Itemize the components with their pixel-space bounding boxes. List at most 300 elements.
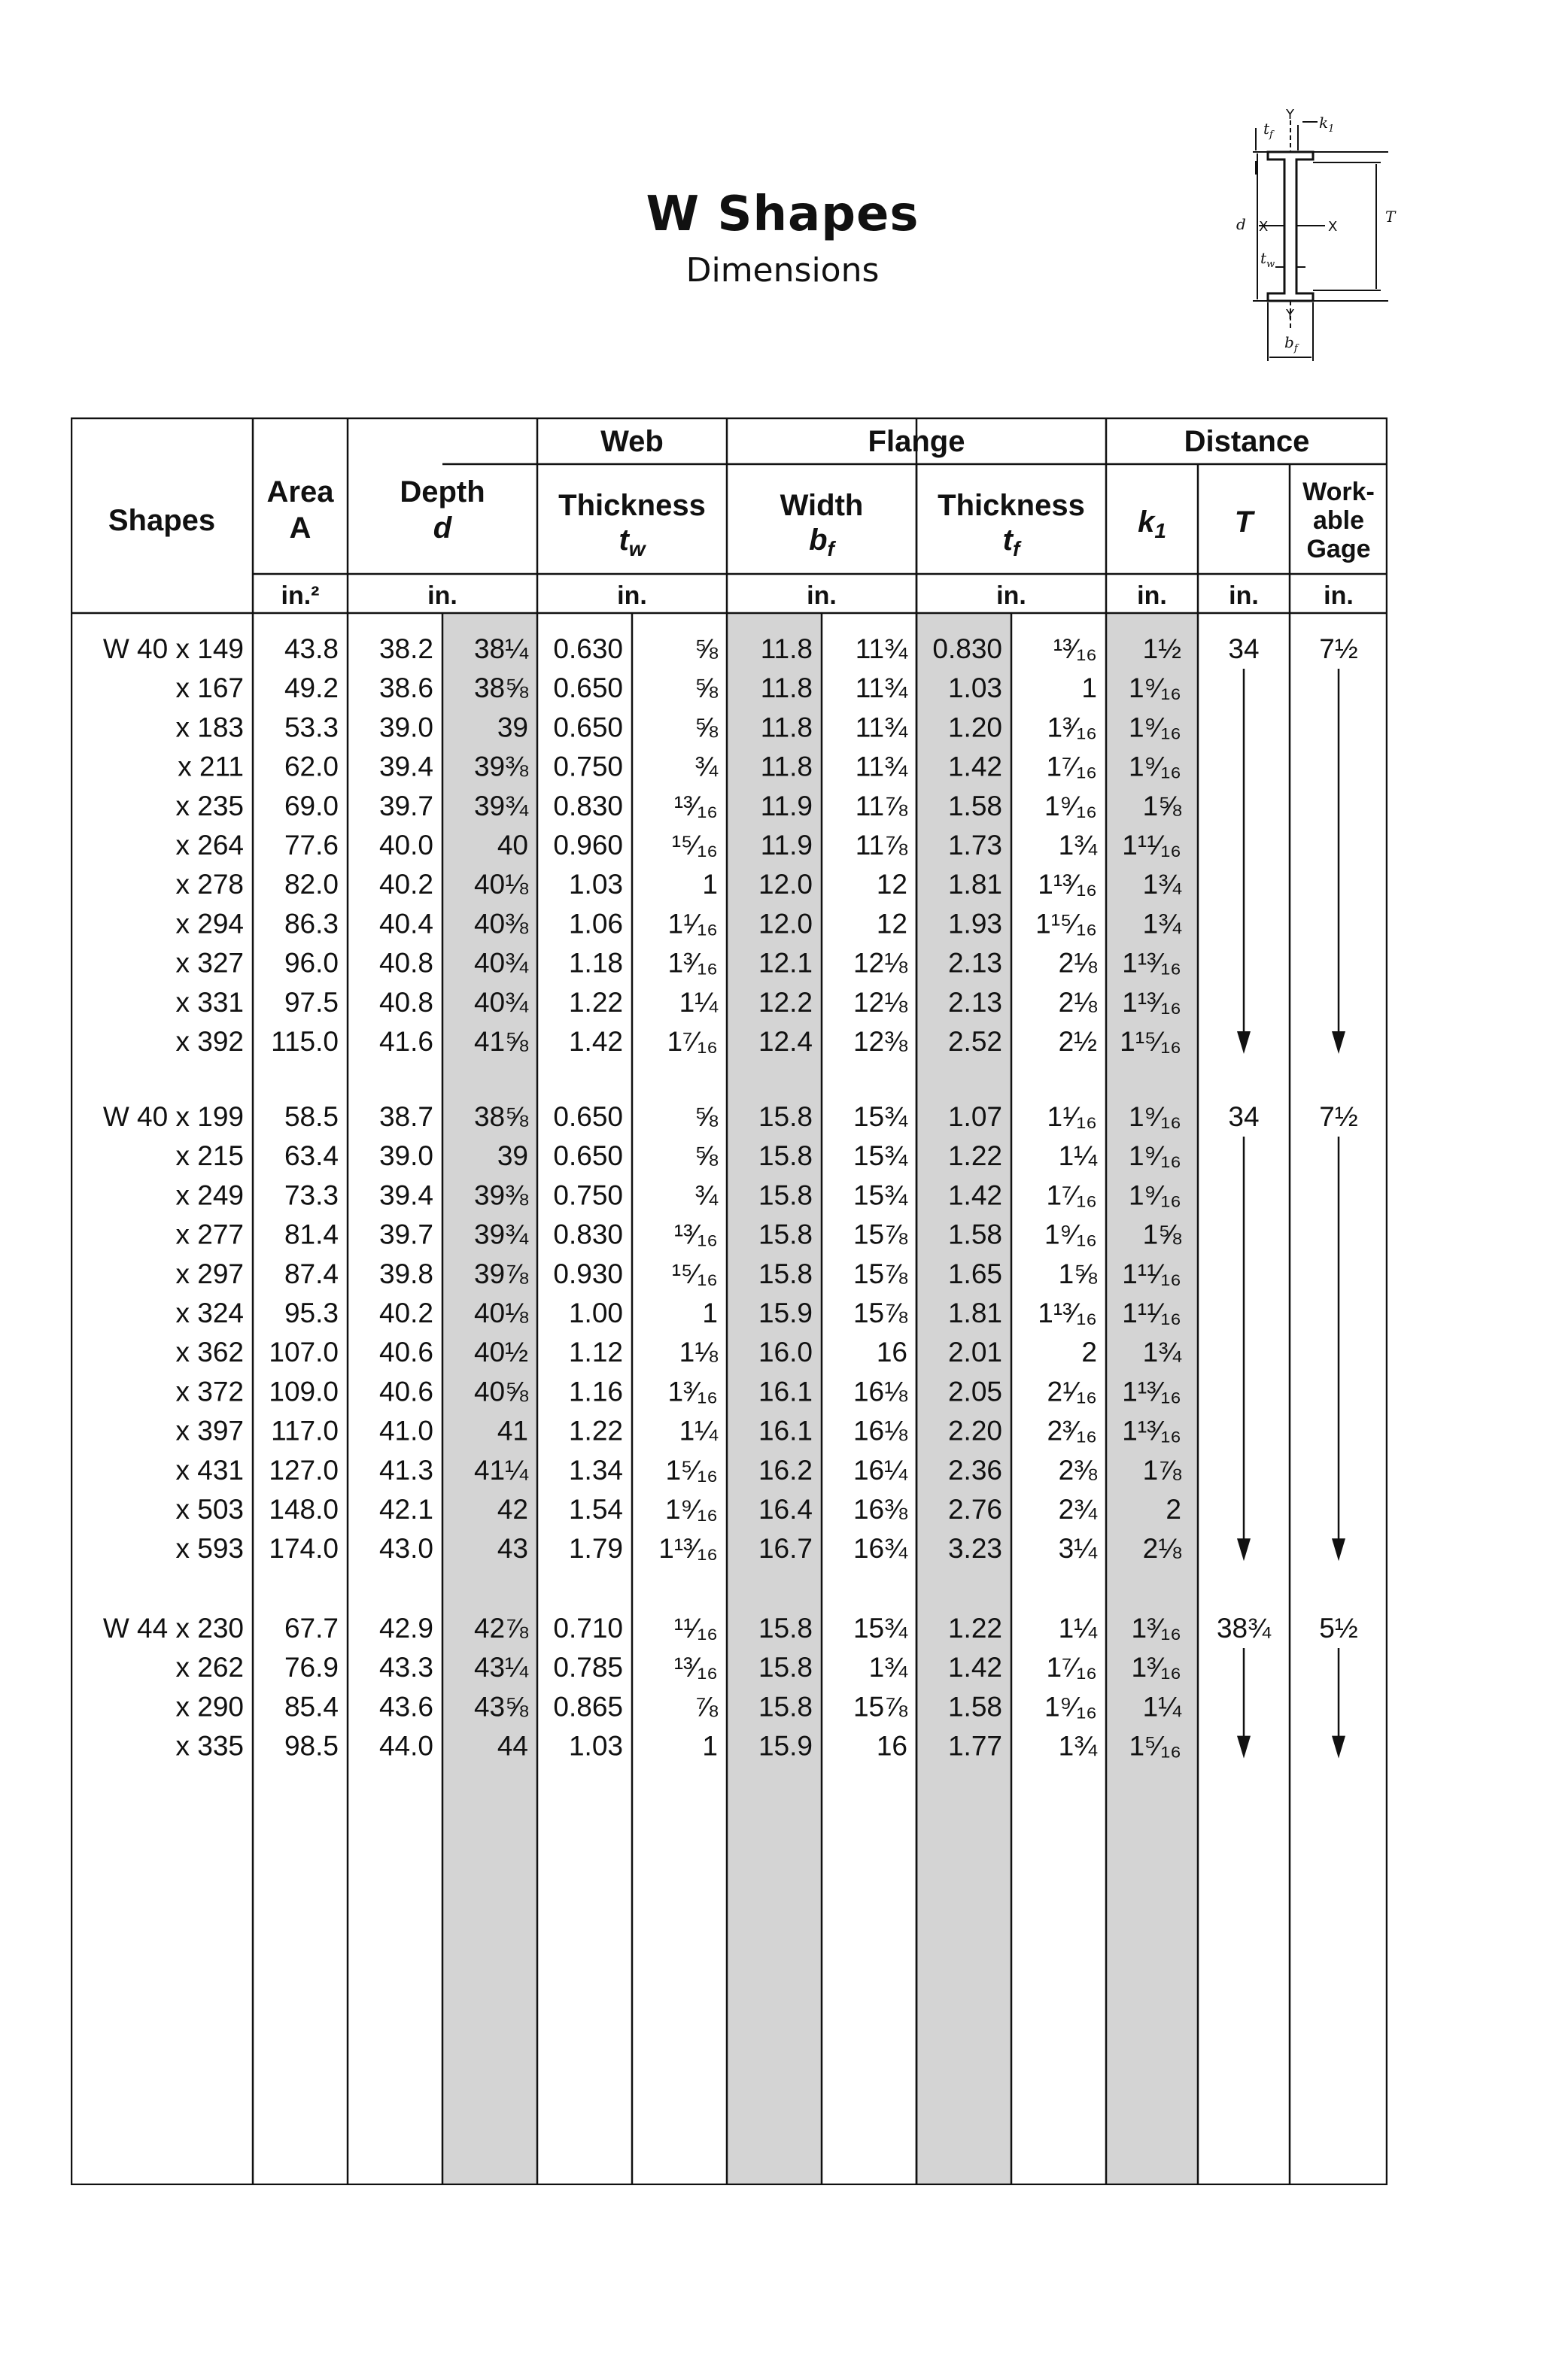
- table-cell: ¹⁵⁄₁₆: [671, 1258, 718, 1289]
- table-cell: 1¼: [1058, 1140, 1097, 1172]
- table-cell: 1.58: [947, 1219, 1002, 1250]
- table-cell: 39: [497, 1140, 528, 1172]
- table-cell: 40.8: [378, 947, 433, 979]
- table-cell: 11.8: [760, 751, 813, 782]
- table-cell: 0.650: [553, 1101, 623, 1132]
- table-cell: 39¾: [473, 1219, 528, 1250]
- table-cell: 63.4: [284, 1140, 339, 1172]
- table-cell: 12⅜: [853, 1026, 907, 1057]
- page-subtitle: Dimensions: [685, 251, 880, 290]
- column-header: $k_1$: [1138, 505, 1166, 542]
- table-cell: 76.9: [284, 1652, 339, 1683]
- table-cell: 1¹⁄₁₆: [1047, 1101, 1097, 1132]
- table-cell: 86.3: [284, 908, 339, 940]
- table-cell: 40.6: [378, 1376, 433, 1407]
- table-cell: 0.830: [553, 790, 623, 821]
- table-cell: 0.865: [553, 1691, 623, 1723]
- table-cell: 16⅛: [853, 1415, 907, 1447]
- table-cell: 16.1: [758, 1376, 813, 1407]
- table-cell: 1.03: [947, 672, 1002, 704]
- table-cell: 15¾: [853, 1140, 907, 1172]
- arrow-down-icon: [1332, 1031, 1345, 1054]
- arrow-down-icon: [1237, 1538, 1251, 1561]
- table-cell: 87.4: [284, 1258, 339, 1289]
- table-cell: 98.5: [284, 1730, 339, 1762]
- table-cell: 39.4: [378, 751, 433, 782]
- table-cell: 39.4: [378, 1179, 433, 1211]
- column-header: Thickness: [938, 489, 1085, 522]
- table-cell: 1⅝: [1058, 1258, 1097, 1289]
- table-cell: 15.8: [758, 1613, 813, 1644]
- table-cell: 40.2: [378, 869, 433, 900]
- table-cell: ⅝: [695, 633, 718, 664]
- table-cell: 77.6: [284, 830, 339, 861]
- table-cell: 16.7: [758, 1533, 813, 1565]
- table-cell: 12.2: [758, 986, 813, 1018]
- shape-designation: x 392: [175, 1026, 244, 1057]
- table-cell: 39: [497, 712, 528, 743]
- table-cell: 1⁹⁄₁₆: [1044, 790, 1097, 821]
- unit-label: in.²: [281, 581, 320, 610]
- table-cell: 1.12: [568, 1337, 623, 1368]
- table-cell: 40¾: [473, 986, 528, 1018]
- table-cell: 174.0: [269, 1533, 339, 1565]
- table-cell: 1⁹⁄₁₆: [1044, 1691, 1097, 1723]
- table-cell: 1.22: [947, 1140, 1002, 1172]
- table-cell: 2½: [1058, 1026, 1097, 1057]
- column-header: Shapes: [108, 504, 216, 537]
- table-cell: 0.650: [553, 1140, 623, 1172]
- table-cell: 2⅜: [1058, 1454, 1097, 1486]
- shape-designation: W 40 x 199: [102, 1101, 244, 1132]
- table-cell: 1.79: [568, 1533, 623, 1565]
- column-header: Depth: [400, 475, 485, 508]
- shape-designation: x 593: [175, 1533, 244, 1565]
- table-cell: 1¹⁄₁₆: [667, 908, 718, 940]
- table-cell: 44: [497, 1730, 528, 1762]
- table-cell: 1⁷⁄₁₆: [667, 1026, 718, 1057]
- table-cell: 41⅝: [473, 1026, 528, 1057]
- table-cell: 1⁹⁄₁₆: [1128, 672, 1181, 704]
- shape-designation: x 277: [175, 1219, 244, 1250]
- table-cell: 1.73: [947, 830, 1002, 861]
- diagram-label-x-left: X: [1259, 219, 1269, 235]
- table-cell: 43.3: [378, 1652, 433, 1683]
- table-cell: 1⅞: [1142, 1454, 1181, 1486]
- table-cell: 2.76: [947, 1494, 1002, 1525]
- shape-designation: x 262: [175, 1652, 244, 1683]
- table-cell: 1.42: [568, 1026, 623, 1057]
- table-cell: 15.8: [758, 1140, 813, 1172]
- table-cell: 11.8: [760, 672, 813, 704]
- table-cell: 49.2: [284, 672, 339, 704]
- table-cell: 0.750: [553, 1179, 623, 1211]
- table-cell: 0.710: [553, 1613, 623, 1644]
- table-cell: 1¼: [1058, 1613, 1097, 1644]
- arrow-down-icon: [1237, 1031, 1251, 1054]
- table-cell: 1.93: [947, 908, 1002, 940]
- table-cell: 1⁷⁄₁₆: [1046, 1652, 1097, 1683]
- table-cell: 1: [702, 1730, 718, 1762]
- table-cell: 97.5: [284, 986, 339, 1018]
- table-cell: 81.4: [284, 1219, 339, 1250]
- table-cell: 38.6: [378, 672, 433, 704]
- table-cell: 1.42: [947, 1652, 1002, 1683]
- table-cell: 41: [497, 1415, 528, 1447]
- table-cell: 15.8: [758, 1179, 813, 1211]
- table-cell: 1.34: [568, 1454, 623, 1486]
- table-cell: 43⅝: [473, 1691, 528, 1723]
- table-cell: 1⁷⁄₁₆: [1046, 751, 1097, 782]
- diagram-label-y-bottom: Y: [1286, 307, 1294, 323]
- shape-designation: x 294: [175, 908, 244, 940]
- table-cell: 1⁵⁄₁₆: [665, 1454, 718, 1486]
- shape-designation: x 324: [175, 1298, 244, 1328]
- table-cell: 40.4: [378, 908, 433, 940]
- table-cell: 1.03: [568, 1730, 623, 1762]
- table-cell: 2.01: [947, 1337, 1002, 1368]
- unit-label: in.: [1229, 581, 1259, 610]
- table-cell: 42⅞: [473, 1613, 528, 1644]
- table-cell: 0.750: [553, 751, 623, 782]
- table-cell: 1.06: [568, 908, 623, 940]
- shape-designation: x 431: [175, 1454, 244, 1486]
- table-cell: 11¾: [855, 633, 907, 664]
- table-cell: 1¹³⁄₁₆: [1122, 1415, 1181, 1447]
- table-cell: 1.03: [568, 869, 623, 900]
- table-cell: 40⅛: [473, 1298, 528, 1328]
- column-header: $b_f$: [809, 524, 834, 560]
- table-cell: 0.830: [553, 1219, 623, 1250]
- table-cell: 1.42: [947, 751, 1002, 782]
- table-cell: 1: [1081, 672, 1097, 704]
- table-cell: 1.77: [947, 1730, 1002, 1762]
- table-cell: 12.4: [758, 1026, 813, 1057]
- shape-designation: x 327: [175, 947, 244, 979]
- shape-designation: W 44 x 230: [102, 1613, 244, 1644]
- shape-designation: x 397: [175, 1415, 244, 1447]
- table-cell: 1¹¹⁄₁₆: [1122, 1298, 1181, 1328]
- table-cell: 1¾: [1058, 1730, 1097, 1762]
- column-header: Area: [266, 475, 334, 508]
- table-cell: 1: [702, 869, 718, 900]
- table-cell: ⅝: [695, 1140, 718, 1172]
- table-cell: 12: [876, 869, 907, 900]
- table-cell: 1.20: [947, 712, 1002, 743]
- table-cell: 39.7: [378, 790, 433, 821]
- table-cell: 2⅛: [1058, 986, 1097, 1018]
- table-cell: 53.3: [284, 712, 339, 743]
- unit-label: in.: [996, 581, 1026, 610]
- table-cell: 40.0: [378, 830, 433, 861]
- table-cell: 15.8: [758, 1101, 813, 1132]
- table-cell: 11.9: [760, 830, 813, 861]
- table-cell: 1¹³⁄₁₆: [1122, 1376, 1181, 1407]
- column-header: Gage: [1306, 535, 1371, 563]
- table-cell: 11.8: [760, 712, 813, 743]
- column-header: Flange: [868, 425, 965, 458]
- table-cell: 40⅜: [473, 908, 528, 940]
- shape-designation: x 362: [175, 1337, 244, 1368]
- table-cell: 1.16: [568, 1376, 623, 1407]
- table-cell: 1¾: [1058, 830, 1097, 861]
- table-cell: 0.650: [553, 672, 623, 704]
- table-cell: 1.42: [947, 1179, 1002, 1211]
- table-cell: ¹⁵⁄₁₆: [671, 830, 718, 861]
- diagram-label-x-right: X: [1328, 219, 1338, 235]
- table-cell: 115.0: [271, 1026, 339, 1057]
- table-cell: 3.23: [947, 1533, 1002, 1565]
- table-cell: 0.960: [553, 830, 623, 861]
- table-cell: 11⅞: [855, 790, 907, 821]
- table-cell: 39⅞: [473, 1258, 528, 1289]
- table-cell: 39⅜: [473, 1179, 528, 1211]
- table-cell: 82.0: [284, 869, 339, 900]
- table-cell: 1.65: [947, 1258, 1002, 1289]
- table-cell: 0.630: [553, 633, 623, 664]
- table-cell: 16.4: [758, 1494, 813, 1525]
- table-cell: ¹³⁄₁₆: [673, 790, 718, 821]
- diagram-label-d: d: [1236, 215, 1246, 233]
- table-cell: 1³⁄₁₆: [1131, 1652, 1181, 1683]
- table-cell: 42.1: [378, 1494, 433, 1525]
- table-cell: 73.3: [284, 1179, 339, 1211]
- table-cell: 1¾: [1142, 908, 1181, 940]
- table-cell: 12: [876, 908, 907, 940]
- workable-gage-value: 5½: [1319, 1613, 1358, 1644]
- table-cell: 42.9: [378, 1613, 433, 1644]
- w-shape-diagram: [1163, 105, 1411, 376]
- table-cell: 1⁷⁄₁₆: [1046, 1179, 1097, 1211]
- table-cell: 16¾: [853, 1533, 907, 1565]
- workable-gage-value: 7½: [1319, 633, 1358, 664]
- column-header: Work-: [1302, 478, 1375, 506]
- table-cell: 16⅛: [853, 1376, 907, 1407]
- table-cell: 67.7: [284, 1613, 339, 1644]
- table-cell: ⅝: [695, 712, 718, 743]
- table-cell: 1⅝: [1142, 1219, 1181, 1250]
- table-cell: 40½: [473, 1337, 528, 1368]
- table-cell: 15¾: [853, 1179, 907, 1211]
- table-cell: 15⅞: [853, 1219, 907, 1250]
- column-header: Width: [780, 489, 864, 522]
- table-cell: 127.0: [269, 1454, 339, 1486]
- table-cell: 38.7: [378, 1101, 433, 1132]
- table-cell: 2¹⁄₁₆: [1047, 1376, 1097, 1407]
- table-cell: ¹¹⁄₁₆: [673, 1613, 718, 1644]
- table-cell: 1: [702, 1298, 718, 1328]
- table-cell: 0.785: [553, 1652, 623, 1683]
- table-cell: 1¹³⁄₁₆: [658, 1533, 718, 1565]
- table-cell: 39⅜: [473, 751, 528, 782]
- table-cell: 1¾: [1142, 869, 1181, 900]
- table-cell: 16.1: [758, 1415, 813, 1447]
- shape-designation: x 503: [175, 1494, 244, 1525]
- table-cell: 58.5: [284, 1101, 339, 1132]
- table-cell: 43¼: [473, 1652, 528, 1683]
- table-cell: 41.0: [378, 1415, 433, 1447]
- table-cell: 41.3: [378, 1454, 433, 1486]
- unit-label: in.: [1137, 581, 1167, 610]
- table-cell: 2.13: [947, 947, 1002, 979]
- units-row: [281, 581, 1354, 610]
- table-cell: 15⅞: [853, 1691, 907, 1723]
- column-header: T: [1234, 505, 1254, 539]
- table-cell: 0.830: [932, 633, 1002, 664]
- table-cell: ¾: [695, 1179, 718, 1211]
- column-header: d: [433, 512, 452, 545]
- table-cell: 40: [497, 830, 528, 861]
- table-cell: 1⅝: [1142, 790, 1181, 821]
- table-cell: 39.8: [378, 1258, 433, 1289]
- table-cell: 1½: [1142, 633, 1181, 664]
- table-cell: 1.18: [568, 947, 623, 979]
- table-cell: 40⅝: [473, 1376, 528, 1407]
- table-cell: 11.9: [760, 790, 813, 821]
- table-cell: 1³⁄₁₆: [1047, 712, 1097, 743]
- table-cell: 1⁹⁄₁₆: [1128, 1101, 1181, 1132]
- table-cell: 2: [1081, 1337, 1097, 1368]
- column-header: able: [1312, 506, 1365, 535]
- table-cell: ⅞: [695, 1691, 718, 1723]
- table-cell: 1.54: [568, 1494, 623, 1525]
- table-cell: 107.0: [269, 1337, 339, 1368]
- table-cell: 1¼: [679, 1415, 718, 1447]
- table-cell: 41.6: [378, 1026, 433, 1057]
- shape-designation: x 249: [175, 1179, 244, 1211]
- table-cell: 15.9: [758, 1730, 813, 1762]
- table-cell: 0.650: [553, 712, 623, 743]
- table-cell: 69.0: [284, 790, 339, 821]
- table-cell: 12.0: [758, 869, 813, 900]
- table-cell: 0.930: [553, 1258, 623, 1289]
- table-cell: 1¹³⁄₁₆: [1038, 1298, 1097, 1328]
- diagram-label-bf: $b_f$: [1284, 333, 1298, 354]
- table-cell: ¾: [695, 751, 718, 782]
- shape-designation: x 372: [175, 1376, 244, 1407]
- table-cell: 40.8: [378, 986, 433, 1018]
- table-cell: 1¹¹⁄₁₆: [1122, 830, 1181, 861]
- table-cell: 2: [1166, 1494, 1181, 1525]
- arrow-down-icon: [1332, 1736, 1345, 1759]
- table-cell: 1⁹⁄₁₆: [1128, 1140, 1181, 1172]
- table-cell: 1¹³⁄₁₆: [1122, 986, 1181, 1018]
- table-cell: 41¼: [473, 1454, 528, 1486]
- unit-label: in.: [807, 581, 837, 610]
- table-cell: 1¾: [868, 1652, 907, 1683]
- diagram-label-tw: $t_w$: [1260, 249, 1275, 270]
- column-header: A: [289, 512, 312, 545]
- table-cell: 2.13: [947, 986, 1002, 1018]
- table-cell: 2¾: [1058, 1494, 1097, 1525]
- table-cell: 12⅛: [853, 986, 907, 1018]
- table-cell: 1.81: [947, 1298, 1002, 1328]
- table-cell: 16: [876, 1730, 907, 1762]
- table-cell: 43: [497, 1533, 528, 1565]
- table-cell: 43.0: [378, 1533, 433, 1565]
- table-cell: 15⅞: [853, 1298, 907, 1328]
- table-cell: 1¼: [679, 986, 718, 1018]
- table-cell: ¹³⁄₁₆: [1053, 633, 1097, 664]
- table-cell: ¹³⁄₁₆: [673, 1219, 718, 1250]
- table-cell: 1¹⁵⁄₁₆: [1120, 1026, 1181, 1057]
- table-cell: ⅝: [695, 1101, 718, 1132]
- table-cell: 12.0: [758, 908, 813, 940]
- table-cell: 11¾: [855, 751, 907, 782]
- shape-designation: x 215: [175, 1140, 244, 1172]
- column-header: Distance: [1184, 425, 1310, 458]
- table-cell: 1⁹⁄₁₆: [1128, 751, 1181, 782]
- table-cell: 96.0: [284, 947, 339, 979]
- table-cell: 15¾: [853, 1101, 907, 1132]
- shape-designation: x 278: [175, 869, 244, 900]
- table-cell: 1.22: [568, 986, 623, 1018]
- shape-designation: x 264: [175, 830, 244, 861]
- table-cell: 1.58: [947, 1691, 1002, 1723]
- table-cell: 44.0: [378, 1730, 433, 1762]
- distance-t-value: 34: [1228, 1101, 1260, 1132]
- table-cell: 38⅝: [473, 1101, 528, 1132]
- table-cell: 1.22: [568, 1415, 623, 1447]
- shape-designation: x 331: [175, 986, 244, 1018]
- workable-gage-value: 7½: [1319, 1101, 1358, 1132]
- table-cell: 43.8: [284, 633, 339, 664]
- table-cell: 15¾: [853, 1613, 907, 1644]
- group-arrows: [1237, 669, 1345, 1759]
- table-cell: 2⅛: [1058, 947, 1097, 979]
- table-cell: 1¾: [1142, 1337, 1181, 1368]
- column-header: $t_w$: [619, 524, 646, 560]
- table-cell: 39.0: [378, 712, 433, 743]
- table-cell: 16: [876, 1337, 907, 1368]
- table-cell: 1⁵⁄₁₆: [1129, 1730, 1181, 1762]
- table-cell: 1³⁄₁₆: [667, 1376, 718, 1407]
- table-cell: 3¼: [1058, 1533, 1097, 1565]
- table-cell: 1¼: [1142, 1691, 1181, 1723]
- distance-t-value: 34: [1228, 633, 1260, 664]
- shape-designation: x 235: [175, 790, 244, 821]
- table-cell: 15.9: [758, 1298, 813, 1328]
- table-cell: 1³⁄₁₆: [667, 947, 718, 979]
- table-cell: 1.07: [947, 1101, 1002, 1132]
- table-cell: 15.8: [758, 1652, 813, 1683]
- table-cell: 1⁹⁄₁₆: [1128, 712, 1181, 743]
- table-cell: 95.3: [284, 1298, 339, 1328]
- unit-label: in.: [617, 581, 647, 610]
- page-title: W Shapes: [646, 187, 919, 242]
- column-header: Thickness: [558, 489, 706, 522]
- table-cell: 43.6: [378, 1691, 433, 1723]
- table-cell: 16¼: [853, 1454, 907, 1486]
- table-cell: 16⅜: [853, 1494, 907, 1525]
- table-cell: 1.22: [947, 1613, 1002, 1644]
- table-cell: 15.8: [758, 1219, 813, 1250]
- table-cell: 1¹¹⁄₁₆: [1122, 1258, 1181, 1289]
- table-cell: 39¾: [473, 790, 528, 821]
- diagram-label-y-top: Y: [1286, 107, 1294, 123]
- table-cell: 16.0: [758, 1337, 813, 1368]
- column-header: $t_f$: [1002, 524, 1020, 560]
- unit-label: in.: [427, 581, 457, 610]
- table-cell: 2.20: [947, 1415, 1002, 1447]
- table-cell: 40¾: [473, 947, 528, 979]
- shape-designation: x 211: [178, 751, 244, 782]
- table-cell: 109.0: [269, 1376, 339, 1407]
- table-cell: 11¾: [855, 712, 907, 743]
- table-cell: 11¾: [855, 672, 907, 704]
- table-cell: 42: [497, 1494, 528, 1525]
- table-cell: 1¹³⁄₁₆: [1038, 869, 1097, 900]
